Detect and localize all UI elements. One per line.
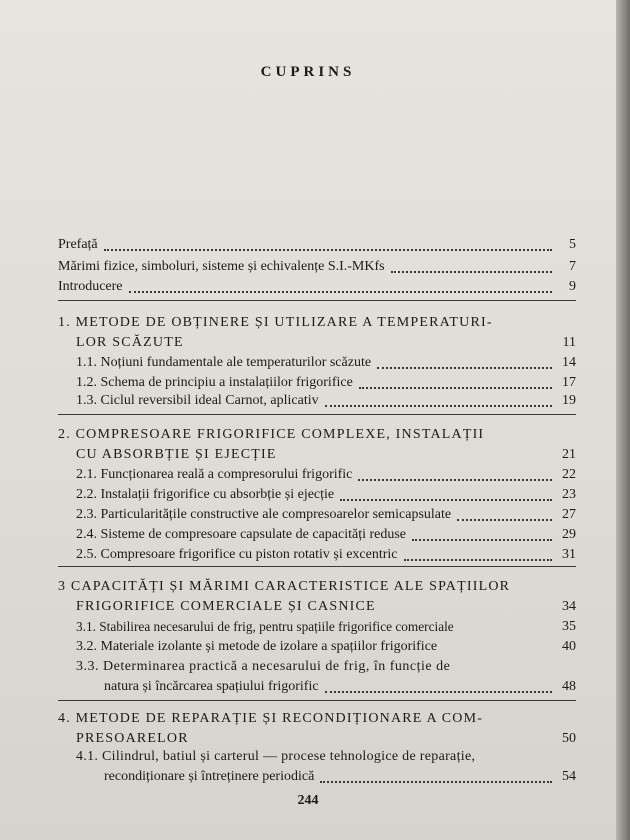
toc-subentry — [76, 526, 576, 544]
toc-entry-label: 2.1. Funcționarea reală a compresorului frigorific — [76, 467, 353, 482]
toc-page-number: 54 — [562, 769, 576, 784]
toc-subentry — [76, 486, 576, 504]
toc-leader — [457, 518, 552, 521]
chapter-heading-line — [76, 334, 576, 352]
toc-page-number: 27 — [562, 507, 576, 522]
toc-entry-label: Introducere — [58, 279, 123, 294]
toc-subentry — [104, 768, 576, 786]
toc-subentry — [76, 638, 576, 656]
toc-entry-label: 3.2. Materiale izolante și metode de izolare a spațiilor frigorifice — [76, 639, 438, 654]
toc-leader — [377, 366, 552, 369]
section-divider — [58, 414, 576, 415]
toc-subentry — [76, 354, 576, 372]
toc-page-number: 14 — [562, 355, 576, 370]
section-divider — [58, 300, 576, 301]
chapter-heading: 2. COMPRESOARE FRIGORIFICE COMPLEXE, INSTALAȚII — [58, 427, 485, 442]
toc-subentry — [76, 506, 576, 524]
page-number: 244 — [297, 793, 319, 808]
toc-leader — [129, 290, 552, 293]
toc-leader — [382, 612, 552, 613]
toc-entry-label: Prefață — [58, 237, 98, 252]
toc-page-number: 22 — [562, 467, 576, 482]
toc-page-number: 31 — [562, 547, 576, 562]
toc-entry-label: 4.1. Cilindrul, batiul și carterul — procese tehnologice de reparație, — [76, 749, 476, 764]
toc-entry — [58, 278, 576, 296]
chapter-heading-continued: FRIGORIFICE COMERCIALE ȘI CASNICE — [76, 599, 376, 614]
toc-page-number: 40 — [562, 639, 576, 654]
toc-leader — [460, 632, 552, 633]
chapter-heading-line — [76, 730, 576, 748]
chapter-heading: 1. METODE DE OBȚINERE ȘI UTILIZARE A TEMPERATURI- — [58, 315, 493, 330]
toc-leader — [404, 558, 552, 561]
toc-leader — [358, 478, 552, 481]
chapter-heading-line — [76, 446, 576, 464]
toc-entry-label-continued: recondiționare și întreținere periodică — [104, 769, 315, 784]
toc-entry-label: Mărimi fizice, simboluri, sisteme și echivalențe S.I.-MKfs — [58, 259, 385, 274]
toc-page-number: 35 — [562, 619, 576, 634]
toc-page-number: 7 — [569, 259, 576, 274]
toc-page-number: 21 — [562, 447, 576, 462]
toc-leader — [320, 780, 552, 783]
toc-page-number: 19 — [562, 393, 576, 408]
toc-page-number: 48 — [562, 679, 576, 694]
toc-leader — [325, 690, 552, 693]
toc-entry-label: 3.3. Determinarea practică a necesarului de frig, în funcție de — [76, 659, 451, 674]
section-divider — [58, 566, 576, 567]
toc-entry — [58, 258, 576, 276]
toc-entry-label: 1.2. Schema de principiu a instalațiilor frigorifice — [76, 375, 353, 390]
toc-leader — [104, 248, 552, 251]
toc-leader — [443, 652, 552, 653]
toc-entry-label: 2.3. Particularitățile constructive ale compresoarelor semicapsulate — [76, 507, 452, 522]
toc-page-number: 50 — [562, 731, 576, 746]
toc-leader — [412, 538, 552, 541]
toc-entry-label: 2.4. Sisteme de compresoare capsulate de capacități reduse — [76, 527, 407, 542]
book-spine-edge — [616, 0, 630, 840]
toc-leader — [195, 744, 552, 745]
page-title: CUPRINS — [260, 64, 356, 80]
chapter-heading: 3 CAPACITĂȚI ȘI MĂRIMI CARACTERISTICE ALE SPAȚIILOR — [58, 579, 511, 594]
toc-page-number: 17 — [562, 375, 576, 390]
toc-leader — [283, 460, 552, 461]
toc-page-number: 5 — [569, 237, 576, 252]
toc-entry-label-continued: natura și încărcarea spațiului frigorific — [104, 679, 319, 694]
toc-leader — [391, 270, 552, 273]
toc-entry-label: 2.5. Compresoare frigorifice cu piston rotativ și excentric — [76, 547, 398, 562]
chapter-heading-continued: LOR SCĂZUTE — [76, 335, 184, 350]
toc-page-number: 29 — [562, 527, 576, 542]
toc-entry-label: 1.3. Ciclul reversibil ideal Carnot, aplicativ — [76, 393, 319, 408]
toc-entry-label: 3.1. Stabilirea necesarului de frig, pentru spațiile frigorifice comerciale — [76, 619, 454, 634]
toc-page-number: 23 — [562, 487, 576, 502]
toc-subentry — [76, 466, 576, 484]
chapter-heading: 4. METODE DE REPARAȚIE ȘI RECONDIȚIONARE A COM- — [58, 711, 484, 726]
toc-entry-label: 1.1. Noțiuni fundamentale ale temperaturilor scăzute — [76, 355, 372, 370]
toc-entry — [58, 236, 576, 254]
toc-subentry — [76, 392, 576, 410]
toc-page-number: 9 — [569, 279, 576, 294]
toc-page-number: 11 — [562, 335, 576, 350]
chapter-heading-continued: CU ABSORBȚIE ȘI EJECȚIE — [76, 447, 277, 462]
toc-leader — [325, 404, 552, 407]
chapter-heading-line — [76, 598, 576, 616]
toc-page-number: 34 — [562, 599, 576, 614]
toc-subentry — [76, 374, 576, 392]
toc-leader — [359, 386, 552, 389]
toc-leader — [340, 498, 552, 501]
section-divider — [58, 700, 576, 701]
toc-subentry — [76, 546, 576, 564]
toc-leader — [190, 348, 552, 349]
toc-subentry — [76, 618, 576, 636]
chapter-heading-continued: PRESOARELOR — [76, 731, 189, 746]
toc-subentry — [104, 678, 576, 696]
toc-entry-label: 2.2. Instalații frigorifice cu absorbție și ejecție — [76, 487, 335, 502]
